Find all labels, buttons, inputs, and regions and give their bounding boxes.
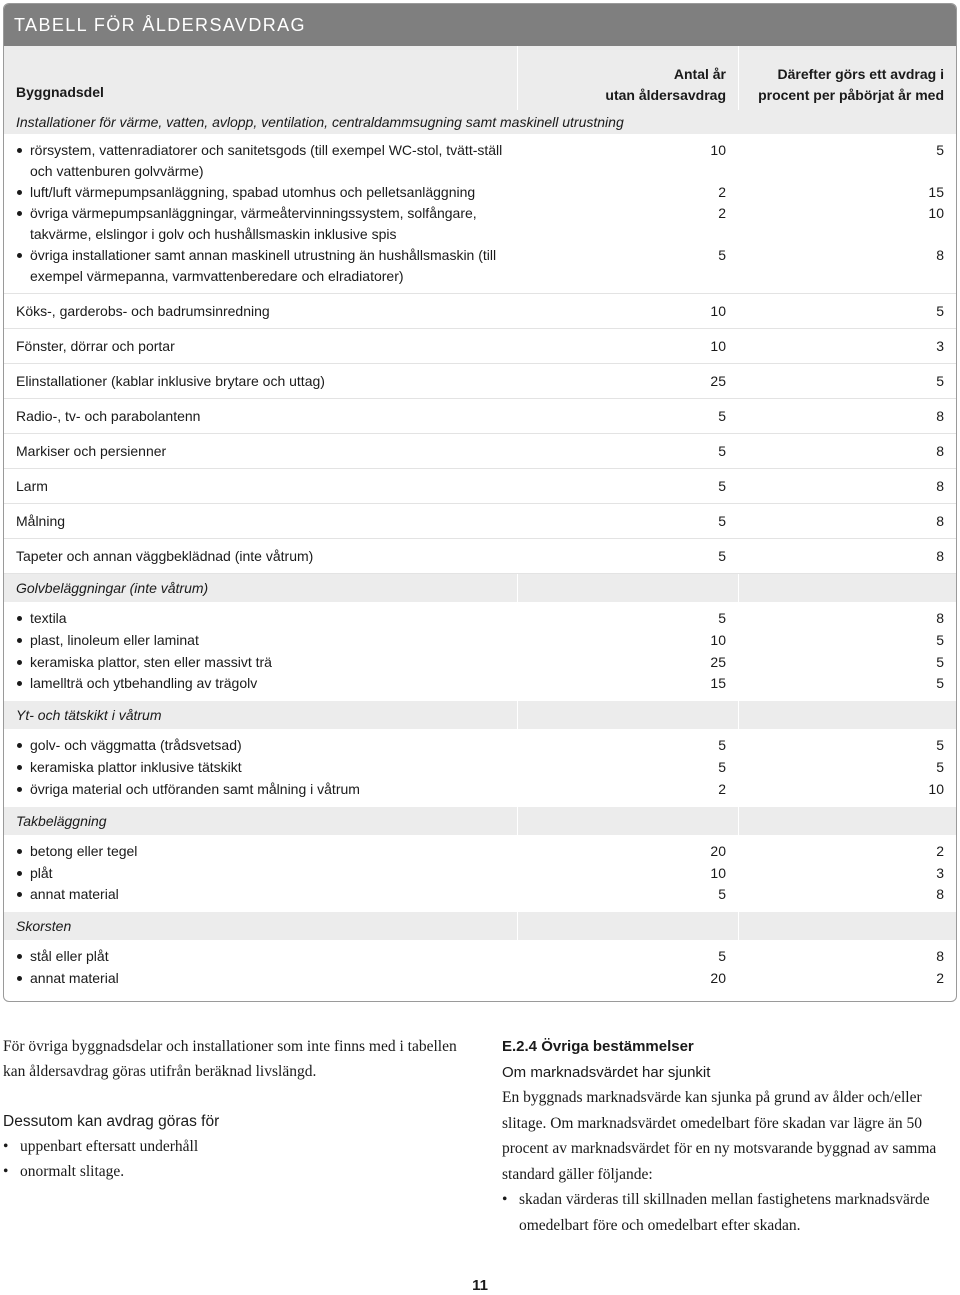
row-years: 5 — [718, 443, 726, 459]
section-paragraph: En byggnads marknadsvärde kan sjunka på grund av ålder och/eller slitage. Om marknadsvärdet omedelbart före skadan var lägre än 50 procent av marknadsvärdet för en ny motsvarande byggnad av samma standard gäller följande: — [502, 1089, 937, 1183]
row-percent: 2 — [936, 842, 944, 859]
row-years: 20 — [710, 842, 726, 859]
row-years: 10 — [710, 303, 726, 319]
table-title: TABELL FÖR ÅLDERSAVDRAG — [4, 4, 956, 46]
group-sections — [4, 574, 956, 996]
row-percent: 8 — [936, 886, 944, 903]
row-percent: 5 — [936, 373, 944, 389]
row-label: luft/luft värmepumpsanläggning, spabad utomhus och pelletsanläggning — [30, 182, 510, 203]
table-row — [4, 469, 956, 504]
row-years: 5 — [718, 948, 726, 965]
row-years: 20 — [710, 970, 726, 987]
row-years: 5 — [718, 247, 726, 263]
table-row — [4, 884, 956, 906]
group-items — [4, 940, 956, 996]
row-label: övriga installationer samt annan maskinell utrustning än hushållsmaskin (till exempel värmepanna, varmvattenberedare och elradiatorer) — [30, 245, 510, 287]
row-years: 5 — [718, 408, 726, 424]
table-row — [4, 630, 956, 652]
plain-rows — [4, 294, 956, 574]
group-title-label: Skorsten — [16, 918, 72, 935]
row-percent: 5 — [936, 653, 944, 670]
row-percent: 5 — [936, 303, 944, 319]
row-percent: 8 — [936, 948, 944, 965]
row-percent: 5 — [936, 675, 944, 692]
row-percent: 8 — [936, 443, 944, 459]
row-percent: 10 — [928, 205, 944, 221]
table-row — [4, 182, 956, 203]
table-row — [4, 652, 956, 674]
table-row — [4, 203, 956, 245]
row-percent: 15 — [928, 184, 944, 200]
section-subheading: Om marknadsvärdet har sjunkit — [502, 1063, 711, 1081]
row-percent: 5 — [936, 142, 944, 158]
row-years: 5 — [718, 886, 726, 903]
row-years: 2 — [718, 780, 726, 797]
row-label: lamellträ och ytbehandling av trägolv — [30, 673, 510, 694]
group-items — [4, 835, 956, 912]
header-percent: Därefter görs ett avdrag i procent per påbörjat år med — [758, 66, 944, 103]
row-years: 5 — [718, 759, 726, 776]
table-row — [4, 735, 956, 757]
row-percent: 8 — [936, 408, 944, 424]
group-items — [4, 729, 956, 806]
row-percent: 5 — [936, 631, 944, 648]
row-percent: 8 — [936, 513, 944, 529]
table-row — [4, 673, 956, 695]
row-years: 15 — [710, 675, 726, 692]
table-row — [4, 946, 956, 968]
group-title — [4, 807, 956, 835]
row-years: 5 — [718, 548, 726, 564]
footer-bullet: • onormalt slitage. — [3, 1159, 473, 1184]
row-percent: 8 — [936, 548, 944, 564]
table-row — [4, 329, 956, 364]
installations-list — [4, 134, 956, 294]
table-row — [4, 779, 956, 801]
row-label: textila — [30, 608, 510, 629]
row-percent: 8 — [936, 247, 944, 263]
table-row — [4, 757, 956, 779]
row-percent: 2 — [936, 970, 944, 987]
row-label: Larm — [16, 478, 48, 494]
row-years: 2 — [718, 184, 726, 200]
table-row — [4, 245, 956, 287]
group-title — [4, 912, 956, 940]
footer-right — [502, 1034, 957, 1238]
section-heading: E.2.4 Övriga bestämmelser — [502, 1038, 694, 1055]
row-label: Köks-, garderobs- och badrumsinredning — [16, 303, 270, 319]
row-percent: 8 — [936, 610, 944, 626]
row-label: betong eller tegel — [30, 841, 510, 862]
footer-paragraph: För övriga byggnadsdelar och installationer som inte finns med i tabellen kan åldersavdrag göras utifrån beräknad livslängd. — [3, 1038, 457, 1080]
group-title-label: Golvbeläggningar (inte våtrum) — [16, 580, 209, 596]
row-label: annat material — [30, 884, 510, 905]
row-label: Markiser och persienner — [16, 443, 167, 459]
page-number: 11 — [472, 1277, 488, 1294]
row-label: övriga värmepumpsanläggningar, värmeåtervinningssystem, solfångare, takvärme, elslingor i golv och hushållsmaskin inklusive spis — [30, 203, 510, 245]
row-years: 25 — [710, 373, 726, 389]
row-years: 5 — [718, 513, 726, 529]
row-label: golv- och väggmatta (trådsvetsad) — [30, 735, 510, 756]
row-years: 5 — [718, 737, 726, 754]
row-years: 2 — [718, 205, 726, 221]
table-row — [4, 399, 956, 434]
row-years: 10 — [710, 338, 726, 354]
row-label: annat material — [30, 968, 510, 989]
table-row — [4, 140, 956, 182]
row-percent: 8 — [936, 478, 944, 494]
row-years: 25 — [710, 653, 726, 670]
row-years: 10 — [710, 631, 726, 648]
row-label: rörsystem, vattenradiatorer och sanitetsgods (till exempel WC-stol, tvätt-ställ och vattenburen golvvärme) — [30, 140, 510, 182]
row-label: plast, linoleum eller laminat — [30, 630, 510, 651]
row-percent: 5 — [936, 737, 944, 754]
row-label: keramiska plattor inklusive tätskikt — [30, 757, 510, 778]
header-years: Antal år utan åldersavdrag — [605, 66, 726, 103]
row-label: keramiska plattor, sten eller massivt trä — [30, 652, 510, 673]
table-row — [4, 539, 956, 574]
header-building-part: Byggnadsdel — [16, 84, 104, 100]
table-row — [4, 608, 956, 630]
table-row — [4, 968, 956, 990]
footer-intro: Dessutom kan avdrag göras för — [3, 1113, 220, 1130]
row-label: Fönster, dörrar och portar — [16, 338, 175, 354]
row-label: Målning — [16, 513, 66, 529]
row-years: 10 — [710, 142, 726, 158]
row-label: stål eller plåt — [30, 946, 510, 967]
group-title-label: Yt- och tätskikt i våtrum — [16, 707, 162, 724]
table-row — [4, 434, 956, 469]
row-percent: 3 — [936, 864, 944, 881]
table-row — [4, 504, 956, 539]
row-percent: 5 — [936, 759, 944, 776]
row-years: 5 — [718, 478, 726, 494]
table-header — [4, 46, 956, 110]
table-row — [4, 841, 956, 863]
table-row — [4, 294, 956, 329]
footer-bullet: • uppenbart eftersatt underhåll — [3, 1134, 473, 1159]
row-percent: 10 — [928, 780, 944, 797]
section-bullet: • skadan värderas till skillnaden mellan fastighetens marknadsvärde omedelbart före och omedelbart efter skadan. — [502, 1187, 957, 1238]
depreciation-table — [3, 3, 957, 1002]
row-years: 5 — [718, 610, 726, 626]
row-percent: 3 — [936, 338, 944, 354]
row-label: övriga material och utföranden samt målning i våtrum — [30, 779, 510, 800]
group-title — [4, 701, 956, 729]
group-items — [4, 602, 956, 701]
group-title-installations: Installationer för värme, vatten, avlopp, ventilation, centraldammsugning samt maskinell utrustning — [4, 110, 956, 134]
group-title — [4, 574, 956, 602]
row-label: Elinstallationer (kablar inklusive brytare och uttag) — [16, 373, 325, 389]
row-label: Tapeter och annan väggbeklädnad (inte våtrum) — [16, 548, 314, 564]
table-row — [4, 863, 956, 885]
footer-left — [3, 1034, 473, 1184]
row-label: plåt — [30, 863, 510, 884]
group-title-label: Takbeläggning — [16, 812, 107, 829]
row-label: Radio-, tv- och parabolantenn — [16, 408, 201, 424]
table-row — [4, 364, 956, 399]
row-years: 10 — [710, 864, 726, 881]
